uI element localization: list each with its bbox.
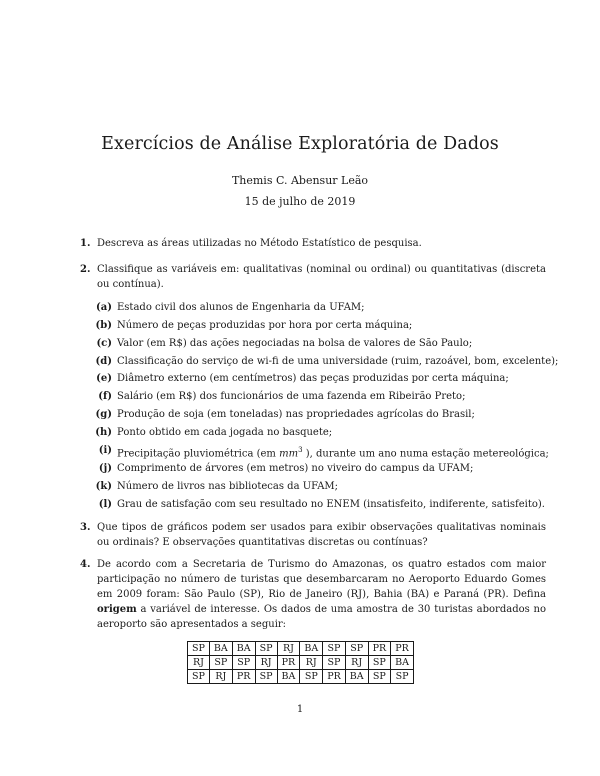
item-text-after: ), durante um ano numa estação metereológica; xyxy=(302,448,549,460)
list-item xyxy=(95,354,559,369)
table-cell: SP xyxy=(323,642,346,656)
question-number: 2. xyxy=(80,264,91,275)
list-item xyxy=(97,479,549,494)
list-item xyxy=(97,336,549,351)
table-row xyxy=(188,656,414,670)
unit-exponent: 3 xyxy=(298,446,303,454)
table-cell: SP xyxy=(209,656,232,670)
document-date: 15 de julho de 2019 xyxy=(244,195,356,208)
item-label: (h) xyxy=(95,427,112,438)
keyword: origem xyxy=(97,604,137,615)
list-item xyxy=(97,497,549,512)
table-cell: PR xyxy=(323,670,346,684)
item-label: (f) xyxy=(98,391,112,402)
item-text: Valor (em R$) das ações negociadas na bolsa de valores de São Paulo; xyxy=(117,338,473,349)
list-item xyxy=(97,425,549,440)
table-cell: BA xyxy=(232,642,255,656)
table-cell: PR xyxy=(368,642,391,656)
table-cell: SP xyxy=(255,670,277,684)
list-item xyxy=(97,443,549,461)
table-cell: RJ xyxy=(255,656,277,670)
table-cell: SP xyxy=(368,670,391,684)
item-label: (e) xyxy=(96,373,112,384)
table-row xyxy=(188,670,414,684)
document-author: Themis C. Abensur Leão xyxy=(231,174,369,187)
item-text: Número de peças produzidas por hora por certa máquina; xyxy=(117,320,413,331)
question-1 xyxy=(80,236,546,251)
list-item xyxy=(97,318,549,333)
item-text: Grau de satisfação com seu resultado no ENEM (insatisfeito, indiferente, satisfeito). xyxy=(117,499,545,510)
table-cell: RJ xyxy=(345,656,368,670)
item-text: Número de livros nas bibliotecas da UFAM; xyxy=(117,481,339,492)
question-text: Que tipos de gráficos podem ser usados para exibir observações qualitativas nominais ou ordinais? E observações quantitativas discretas ou contínuas? xyxy=(97,522,546,548)
question-text xyxy=(97,557,546,632)
list-item xyxy=(97,371,549,386)
item-text xyxy=(117,443,549,461)
item-text: Comprimento de árvores (em metros) no viveiro do campus da UFAM; xyxy=(117,463,474,474)
document-title: Exercícios de Análise Exploratória de Dados xyxy=(101,134,499,154)
table-cell: BA xyxy=(209,642,232,656)
table-cell: PR xyxy=(277,656,300,670)
table-cell: RJ xyxy=(277,642,300,656)
list-item xyxy=(97,389,549,404)
table-row xyxy=(188,642,414,656)
table-cell: SP xyxy=(323,656,346,670)
item-label: (d) xyxy=(95,356,112,367)
table-cell: SP xyxy=(391,670,414,684)
table-cell: SP xyxy=(188,670,210,684)
item-text-before: Precipitação pluviométrica (em xyxy=(117,448,280,460)
table-cell: BA xyxy=(300,642,323,656)
question-3 xyxy=(80,520,546,550)
item-text: Produção de soja (em toneladas) nas propriedades agrícolas do Brasil; xyxy=(117,409,475,420)
table-cell: SP xyxy=(188,642,210,656)
list-item xyxy=(97,300,549,315)
table-cell: SP xyxy=(345,642,368,656)
table-cell: SP xyxy=(300,670,323,684)
item-text: Ponto obtido em cada jogada no basquete; xyxy=(117,427,333,438)
question-text: Classifique as variáveis em: qualitativas (nominal ou ordinal) ou quantitativas (discreta ou contínua). xyxy=(97,264,546,290)
item-text: Classificação do serviço de wi-fi de uma universidade (ruim, razoável, bom, excelente); xyxy=(117,356,559,367)
question-text: Descreva as áreas utilizadas no Método Estatístico de pesquisa. xyxy=(97,238,422,249)
item-label: (c) xyxy=(96,338,112,349)
list-item xyxy=(97,461,549,476)
list-item xyxy=(97,407,549,422)
page-number: 1 xyxy=(296,704,304,715)
question-number: 4. xyxy=(80,559,91,570)
unit-mm: mm xyxy=(279,448,299,460)
item-label: (g) xyxy=(95,409,112,420)
question-text-after: a variável de interesse. Os dados de uma amostra de 30 turistas abordados no aeroporto são apresentados a seguir: xyxy=(97,604,546,630)
table-cell: RJ xyxy=(188,656,210,670)
item-label: (i) xyxy=(98,445,112,456)
item-label: (a) xyxy=(96,302,112,313)
table-cell: BA xyxy=(277,670,300,684)
question-2 xyxy=(80,262,546,292)
item-label: (b) xyxy=(95,320,112,331)
item-text: Salário (em R$) dos funcionários de uma fazenda em Ribeirão Preto; xyxy=(117,391,466,402)
table-cell: PR xyxy=(391,642,414,656)
table-cell: RJ xyxy=(300,656,323,670)
item-text: Diâmetro externo (em centímetros) das peças produzidas por certa máquina; xyxy=(117,373,509,384)
item-label: (l) xyxy=(98,499,112,510)
table-cell: PR xyxy=(232,670,255,684)
data-table xyxy=(187,641,414,684)
item-text: Estado civil dos alunos de Engenharia da UFAM; xyxy=(117,302,365,313)
question-number: 3. xyxy=(80,522,91,533)
question-number: 1. xyxy=(80,238,91,249)
question-text-before: De acordo com a Secretaria de Turismo do Amazonas, os quatro estados com maior participação no número de turistas que desembarcaram no Aeroporto Eduardo Gomes em 2009 foram: São Paulo (SP), Rio de Janeiro (RJ), Bahia (BA) e Paraná (PR). Defina xyxy=(97,559,546,600)
question-4 xyxy=(80,557,546,632)
table-cell: SP xyxy=(368,656,391,670)
table-cell: SP xyxy=(232,656,255,670)
item-label: (k) xyxy=(95,481,112,492)
table-cell: BA xyxy=(345,670,368,684)
item-label: (j) xyxy=(98,463,112,474)
table-cell: BA xyxy=(391,656,414,670)
table-cell: RJ xyxy=(209,670,232,684)
table-cell: SP xyxy=(255,642,277,656)
